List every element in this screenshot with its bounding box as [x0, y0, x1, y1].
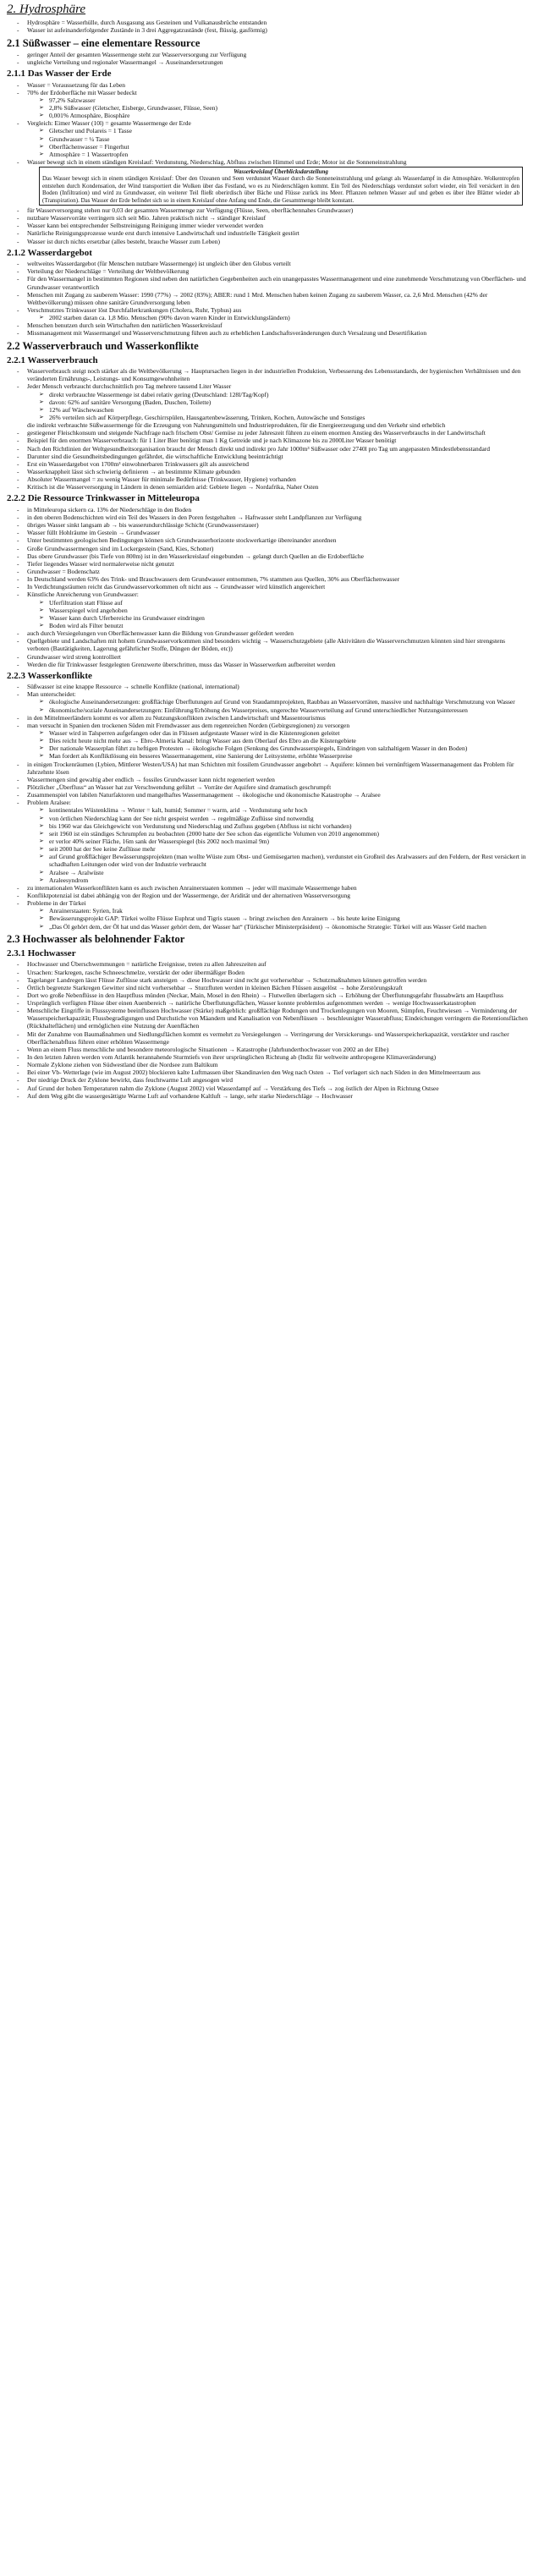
list-item: - für Wasserversorgung stehen nur 0,03 der gesamten Wassermenge zur Verfügung (Flüsse, Seen, oberflächennahes Grundwasser)	[7, 206, 528, 214]
list-item: - ungleiche Verteilung und regionaler Wassermangel → Auseinandersetzungen	[7, 58, 528, 66]
sub-list-item: ➢ Boden wird als Filter benutzt	[7, 622, 528, 629]
list-item: - Große Grundwassermengen sind im Lockergestein (Sand, Kies, Schotter)	[7, 545, 528, 552]
list-item: - Mit der Zunahme von Baumaßnahmen und Siedlungsflächen kommt es vermehrt zu Versiegelungen → Verringerung der Versickerungs- und Wasserspeicherkapazität, verstärkter und rascher Oberflächenabfluss führen einer erhöhten Wassermenge	[7, 1030, 528, 1046]
list-item: - Natürliche Reinigungsprozesse wurde erst durch intensive Landwirtschaft und industrielle Tätigkeit gestört	[7, 229, 528, 237]
sub-list-item: ➢ Man fordert als Konfliktlösung ein besseres Wassermanagement, eine Sanierung der Leitsysteme, erhöhte Wasserpreise	[7, 752, 528, 760]
sub-list-item: ➢ direkt verbrauchte Wassermenge ist dabei relativ gering (Deutschland: 128l/Tag/Kopf)	[7, 391, 528, 398]
sub-list-item: ➢ Der nationale Wasserplan führt zu heftigen Protesten → ökologische Folgen (Senkung des Grundwasserspiegels, Eindringen von salzhaltigem Wasser in den Boden)	[7, 744, 528, 752]
list-item: - Grundwasser wird streng kontrolliert	[7, 653, 528, 661]
list-item: - nutzbare Wasservorräte verringern sich seit Mio. Jahren praktisch nicht → ständiger Kreislauf	[7, 214, 528, 222]
list-item: - Missmanagement mit Wassermangel und Wasserverschmutzung führen auch zu erheblichen Landschaftsveränderungen durch Versalzung und Desertifikation	[7, 329, 528, 337]
list-item: - Erst ein Wasserdargebot von 1700m³ einwohnerbaren Trinkwassers gilt als ausreichend	[7, 460, 528, 468]
intro-list	[7, 19, 528, 34]
list-item: - Wenn an einem Fluss menschliche und besondere meteorologische Situationen → Katastrophe (Jahrhunderthochwasser von 2002 an der Elbe)	[7, 1046, 528, 1053]
sub-list-item: ➢ Dies reicht heute nicht mehr aus → Ebro-Almeria Kanal: bringt Wasser aus dem Oberlauf des Ebro an die Küstengebiete	[7, 737, 528, 744]
list-item: - Für den Wassermangel in bestimmten Regionen sind neben den natürlichen Gegebenheiten auch ein unangepasstes Wassermanagement und eine zunehmende Verschmutzung von Oberflächen- und Grundwasser verantwortlich	[7, 275, 528, 290]
sub-list-item: ➢ von örtlichen Niederschlag kann der See nicht gespeist werden → regelmäßige Zuflüsse sind notwendig	[7, 815, 528, 822]
list-item: - Der niedrige Druck der Zyklone bewirkt, dass feuchtwarme Luft angesogen wird	[7, 1076, 528, 1084]
list-item: - Wasser füllt Hohlräume im Gestein → Grundwasser	[7, 529, 528, 536]
list-item: - Verteilung der Niederschläge = Verteilung der Weltbevölkerung	[7, 267, 528, 275]
sub-list-item: ➢ 2,8% Süßwasser (Gletscher, Eisberge, Grundwasser, Flüsse, Seen)	[7, 104, 528, 112]
section-heading-2-2-2: 2.2.2 Die Ressource Trinkwasser in Mitteleuropa	[7, 493, 200, 504]
list-item: - Süßwasser ist eine knappe Ressource → schnelle Konflikte (national, international)	[7, 683, 528, 690]
sub-list-item: ➢ bis 1960 war das Gleichgewicht von Verdunstung und Niederschlag und Zufluss gegeben (Abfluss ist nicht vorhanden)	[7, 822, 528, 830]
sub-list-item: ➢ ökologische Auseinandersetzungen: großflächige Überflutungen auf Grund von Staudammprojekten, Raubbau an Wasservorräten, massive und nachhaltige Verschmutzung von Wasser	[7, 698, 528, 706]
list-item: - Dort wo große Nebenflüsse in den Hauptfluss münden (Neckar, Main, Mosel in den Rhein) → Flutwellen überlagern sich → Erhöhung der Überflutungsgefahr flussabwärts am Hauptfluss	[7, 991, 528, 999]
list-item: - Konfliktpotenzial ist dabei abhängig von der Region und der Wassermenge, der Aridität und der alternativen Wasserversorgung	[7, 892, 528, 899]
list-item: - man versucht in Spanien den trockenen Süden mit Fremdwasser aus dem regenreichen Norden (Gebirgsregionen) zu versorgen	[7, 722, 528, 729]
sub-list-item: ➢ 0,001% Atmosphäre, Biosphäre	[7, 112, 528, 119]
sub-list-item: ➢ auf Grund großflächiger Bewässerungsprojekten (man wollte Wüste zum Obst- und Gemüsegarten machen), verdunstet ein Großteil des Aralwassers auf den Feldern, der Rest versickert in schadhaften Leitungen oder wird von der Industrie verbraucht	[7, 853, 528, 868]
list-item: - Verschmutztes Trinkwasser löst Durchfallerkrankungen (Cholera, Ruhr, Typhus) aus	[7, 306, 528, 314]
sub-list-item: ➢ seit 1960 ist ein ständiges Schrumpfen zu beobachten (2000 hatte der See schon das eigentliche Volumen von 2010 angenommen)	[7, 830, 528, 838]
list-item: - Wasser = Voraussetzung für das Leben	[7, 81, 528, 89]
sub-list-item: ➢ Bewässerungsprojekt GAP: Türkei wollte Flüsse Euphrat und Tigris stauen → bringt zwischen den Anrainern → bis heute keine Einigung	[7, 915, 528, 922]
sub-list-item: ➢ Anrainerstaaten: Syrien, Irak	[7, 907, 528, 915]
document-page	[0, 0, 533, 1105]
list-item: - Darunter sind die Gesundheitsbedingungen gefährdet, die wirtschaftliche Entwicklung beeinträchtigt	[7, 453, 528, 460]
sub-list-item: ➢ Wasser kann durch Uferbereiche ins Grundwasser eindringen	[7, 614, 528, 622]
list-item: - Bei einer Vb- Wetterlage (wie im August 2002) blockieren kalte Luftmassen über Skandinavien den Weg nach Osten → Tief verlagert sich nach Süden in den Mittelmeerraum aus	[7, 1068, 528, 1076]
list-item: - in den oberen Bodenschichten wird ein Teil des Wassers in den Poren festgehalten → Haftwasser steht Landpflanzen zur Verfügung	[7, 514, 528, 521]
list-item: die indirekt verbrauchte Süßwassermenge für die Erzeugung von Nahrungsmitteln und Industrieprodukten, für die Energieerzeugung und den Verkehr sind erheblich	[27, 421, 446, 430]
list-item: - zu internationalen Wasserkonflikten kann es auch zwischen Anrainerstaaten kommen → jeder will maximale Wassermenge haben	[7, 884, 528, 892]
sub-list-item: ➢ davon: 62% auf sanitäre Versorgung (Baden, Duschen, Toilette)	[7, 398, 528, 406]
sub-list-item: ➢ Gletscher und Polareis = 1 Tasse	[7, 127, 528, 135]
section-heading-2-1: 2.1 Süßwasser – eine elementare Ressource	[7, 36, 201, 49]
list-item: - Auf Grund der hohen Temperaturen nahm die Zyklone (August 2002) viel Wasserdampf auf → Verstärkung des Tiefs → zog östlich der Alpen in Richtung Ostsee	[7, 1085, 528, 1092]
list-item: - Wasser bewegt sich in einem ständigen Kreislauf: Verdunstung, Niederschlag, Abfluss zwischen Himmel und Erde; Motor ist die Sonneneinstrahlung	[7, 158, 528, 166]
list-item: - Hydrosphäre = Wasserhülle, durch Ausgasung aus Gesteinen und Vulkanausbrüche entstanden	[7, 19, 528, 26]
sub-list-item: ➢ Grundwasser = ¼ Tasse	[7, 135, 528, 143]
section-heading-2-1-1: 2.1.1 Das Wasser der Erde	[7, 69, 112, 80]
sub-list-item: ➢ „Das Öl gehört dem, der Öl hat und das Wasser gehört dem, der Wasser hat“ (Türkischer Ministerpräsident) → ökonomische Strategie: Türkei will aus Wasser Geld machen	[7, 923, 528, 931]
sub-list-item: ➢ Wasserspiegel wird angehoben	[7, 607, 528, 614]
sub-list-item: ➢ 97,2% Salzwasser	[7, 96, 528, 104]
list-item: - Tagelanger Landregen lässt Flüsse Zuflüsse stark ansteigen → diese Hochwasser sind recht gut vorhersehbar → Schutzmaßnahmen können getroffen werden	[7, 976, 528, 984]
list-item: - Wasser ist durch nichts ersetzbar (alles besteht, brauche Wasser zum Leben)	[7, 238, 528, 245]
water-cycle-box-title: Wasserkreislauf Überblicksdarstellung	[234, 168, 328, 176]
list-item: - Unter bestimmten geologischen Bedingungen können sich Grundwasserhorizonte stockwerkartige übereinander anordnen	[7, 536, 528, 544]
section-2-1-1-list-2	[7, 206, 528, 245]
list-item: - in den Mittelmeerländern kommt es vor allem zu Nutzungskonflikten zwischen Landwirtschaft und Massentourismus	[7, 714, 528, 722]
section-heading-2-3: 2.3 Hochwasser als belohnender Faktor	[7, 932, 185, 945]
section-heading-2-2-1: 2.2.1 Wasserverbrauch	[7, 354, 98, 365]
sub-list-item: ➢ 26% verteilen sich auf Körperpflege, Geschirrspülen, Hausgartenbewässerung, Trinken, Kochen, Autowäsche und Sonstiges	[7, 414, 528, 421]
section-heading-2-3-1: 2.3.1 Hochwasser	[7, 947, 76, 958]
water-cycle-box	[39, 167, 523, 206]
list-item: - Hochwasser und Überschwemmungen = natürliche Ereignisse, treten zu allen Jahreszeiten auf	[7, 960, 528, 968]
list-item: - Auf dem Weg gibt die wassergesättigte Warme Luft auf vorhandene Kaltluft → lange, sehr starke Niederschläge → Hochwasser	[7, 1092, 528, 1100]
document-title: 2. Hydrosphäre	[7, 3, 86, 16]
sub-list-item: ➢ seit 2000 hat der See keine Zuflüsse mehr	[7, 845, 528, 853]
sub-list-item: ➢ ökonomische/soziale Auseinandersetzungen: Einführung/Erhöhung des Wasserpreises, ungerechte Wasserverteilung auf Grund unterschiedlicher Nutzungsinteressen	[7, 706, 528, 714]
list-item: - Jeder Mensch verbraucht durchschnittlich pro Tag mehrere tausend Liter Wasser	[7, 382, 528, 390]
list-item: - 70% der Erdoberfläche mit Wasser bedeckt	[7, 89, 528, 96]
list-item: - Man unterscheidet:	[7, 690, 528, 698]
list-item: - Grundwasser = Bodenschatz	[7, 568, 528, 575]
list-item: - Vergleich: Eimer Wasser (10l) = gesamte Wassermenge der Erde	[7, 119, 528, 127]
section-heading-2-1-2: 2.1.2 Wasserdargebot	[7, 247, 92, 258]
list-item: - Wasserverbrauch steigt noch stärker als die Weltbevölkerung → Hauptursachen liegen in der industriellen Produktion, Verbesserung des Lebensstandards, der hygienischen Verhältnissen und den veränderten Ernährungs-, Leistungs- und Konsumgewohnheiten	[7, 367, 528, 382]
list-item: - Wasserknappheit lässt sich schwierig definieren → an bestimmte Klimate gebunden	[7, 468, 528, 475]
water-cycle-box-text: Das Wasser bewegt sich in einem ständigen Kreislauf: Über den Ozeanen und Seen verdunstet Wasser durch die Sonneneinstrahlung und gelangt als Wasserdampf in die Atmosphäre. Wolkentropfen entstehen durch Kondensation, der Wind transportiert die Wolken über das Festland, wo es zu Niederschlägen kommt. Ein Teil des Niederschlags verdunstet sofort wieder, ein Teil versickert in den Boden (Infiltration) und wird zu Grundwasser, ein weiterer Teil fließt oberirdisch über Bäche und Flüsse zurück ins Meer. Pflanzen nehmen Wasser auf und geben es über ihre Blätter wieder ab (Transpiration). Das Wasser der Erde befindet sich so in einem Kreislauf ohne Anfang und Ende, die Gesamtmenge bleibt konstant.	[42, 175, 519, 204]
list-item: - Kritisch ist die Wasserversorgung in Ländern in denen semiariden arid: Gebiete liegen → Nordafrika, Naher Osten	[7, 483, 528, 491]
list-item: - gestiegener Fleischkonsum und steigende Nachfrage nach frischem Obst/ Gemüse zu jeder Jahreszeit führen zu einem enormen Anstieg des Wasserverbrauchs in der Landwirtschaft	[7, 429, 528, 437]
list-item: - Ursprünglich verfügten Flüsse über einen Auenbereich → natürliche Überflutungsflächen, Wasser konnte problemlos aufgenommen werden → wenige Hochwasserkatastrophen	[7, 999, 528, 1007]
list-item: - Künstliche Anreicherung von Grundwasser:	[7, 590, 528, 598]
list-item: - Menschen benutzen durch sein Wirtschaften den natürlichen Wasserkreislauf	[7, 321, 528, 329]
section-heading-2-2: 2.2 Wasserverbrauch und Wasserkonflikte	[7, 339, 199, 352]
list-item: - Probleme in der Türkei	[7, 899, 528, 907]
sub-list-item: ➢ Atmosphäre = 1 Wassertropfen	[7, 151, 528, 158]
list-item: - Das obere Grundwasser (bis Tiefe von 800m) ist in den Wasserkreislauf eingebunden → gelangt durch Quellen an die Erdoberfläche	[7, 552, 528, 560]
list-item: - Wasser ist aufeinanderfolgender Zustände in 3 drei Aggregatzustände (fest, flüssig, gasförmig)	[7, 26, 528, 34]
section-heading-2-2-3: 2.2.3 Wasserkonflikte	[7, 670, 92, 681]
list-item: - übriges Wasser sinkt langsam ab → bis wasserundurchlässige Schicht (Grundwasserstauer)	[7, 521, 528, 529]
section-2-1-1-list	[7, 81, 528, 167]
section-2-3-1-list	[7, 960, 528, 1100]
list-item: - Örtlich begrenzte Starkregen Gewitter sind nicht vorhersehbar → Sturzfluten werden in kleinen Bächen Flüssen ausgelöst → hohe Zerstörungskraft	[7, 984, 528, 991]
list-item: - Zusammenspiel von labilen Naturfaktoren und mangelhaftes Wassermanagement → ökologische und ökonomische Katastrophe → Aralsee	[7, 791, 528, 799]
list-item: - in Mitteleuropa sickern ca. 13% der Niederschläge in den Boden	[7, 506, 528, 514]
list-item: - Wasser kann bei entsprechender Selbstreinigung Reinigung immer wieder verwendet werden	[7, 222, 528, 229]
list-item: - Wassermengen sind gewaltig aber endlich → fossiles Grundwasser kann nicht regeneriert werden	[7, 776, 528, 783]
section-2-2-2-list	[7, 506, 528, 668]
list-item: - Menschen mit Zugang zu sauberem Wasser: 1990 (77%) → 2002 (83%); ABER: rund 1 Mrd. Menschen haben keinen Zugang zu sauberem Wasser, ca. 2,6 Mrd. Menschen (42% der Weltbevölkerung) müssen ohne sanitäre Grundversorgung leben	[7, 291, 528, 306]
list-item: - weltweites Wasserdargebot (für Menschen nutzbare Wassermenge) ist ungleich über den Globus verteilt	[7, 260, 528, 267]
list-item: - Quellgebiete und Landschaften mit hohem Grundwasservorkommen sind besonders wichtig → Wasserschutzgebiete (alle Aktivitäten die Wasserverschmutzen könnten sind hier strengstens verboten (Bautätigkeiten, Lagerung gefährlicher Stoffe, Düngen der Böden, etc))	[7, 637, 528, 652]
section-2-1-2-list	[7, 260, 528, 337]
list-item: - Normale Zyklone ziehen von Südwestland über die Nordsee zum Baltikum	[7, 1061, 528, 1068]
list-item: - in einigen Trockenräumen (Lybien, Mittlerer Westen/USA) hat man Schichten mit fossilem Grundwasser angebohrt → Aquifere: können bei vernünftigem Wassermanagement das Problem für Jahrzehnte lösen	[7, 761, 528, 776]
section-2-2-1-list	[7, 367, 528, 491]
list-item: - Tiefer liegendes Wasser wird normalerweise nicht genutzt	[7, 560, 528, 568]
sub-list-item: ➢ 2002 starben daran ca. 1,8 Mio. Menschen (90% davon waren Kinder in Entwicklungsländern)	[7, 314, 528, 321]
list-item: - Nach den Richtlinien der Weltgesundheitsorganisation braucht der Mensch direkt und indirekt pro Jahr 1000m³ Süßwasser oder 2740l pro Tag um angepassten Mindestlebensstandard	[7, 445, 528, 453]
list-item: - Absoluter Wassermangel = zu wenig Wasser für minimale Bedürfnisse (Trinkwasser, Hygiene) vorhanden	[7, 475, 528, 483]
sub-list-item: ➢ Araleesyndrom	[7, 876, 528, 884]
section-2-1-list	[7, 51, 528, 66]
sub-list-item: ➢ Uferfiltration statt Flüsse auf	[7, 599, 528, 607]
sub-list-item: ➢ kontinentales Wüstenklima → Winter = kalt, humid; Sommer = warm, arid → Verdunstung sehr hoch	[7, 806, 528, 814]
list-item: - auch durch Versiegelungen von Oberflächenwasser kann die Bildung von Grundwasser gefördert werden	[7, 629, 528, 637]
list-item: - Problem Aralsee:	[7, 799, 528, 806]
list-item: - geringer Anteil der gesamten Wassermenge steht zur Wasserversorgung zur Verfügung	[7, 51, 528, 58]
sub-list-item: ➢ 12% auf Wäschewaschen	[7, 406, 528, 414]
sub-list-item: ➢ Aralsee → Aralwüste	[7, 869, 528, 876]
list-item: - Werden die für Trinkwasser festgelegten Grenzwerte überschritten, muss das Wasser in Wasserwerken aufbereitet werden	[7, 661, 528, 668]
list-item: - In den letzten Jahren werden vom Atlantik herannahende Sturmtiefs von ihrer ursprünglichen Richtung ab (Indiz für weltweite anthropogene Klimaveränderung)	[7, 1053, 528, 1061]
list-item: - Plötzlicher „Überfluss“ an Wasser hat zur Verschwendung geführt → Vorräte der Aquifere sind dramatisch geschrumpft	[7, 783, 528, 791]
sub-list-item: ➢ Wasser wird in Talsperren aufgefangen oder das in Flüssen aufgestaute Wasser wird in die Küstenregionen geleitet	[7, 729, 528, 737]
list-item: - Ursachen: Starkregen, rasche Schneeschmelze, verstärkt der oder übermäßiger Boden	[7, 969, 528, 976]
sub-list-item: ➢ er verlor 40% seiner Fläche, 16m sank der Wasserspiegel (bis 2002 noch maximal 9m)	[7, 838, 528, 845]
sub-list-item: ➢ Oberflächenwasser = Fingerhut	[7, 143, 528, 151]
list-item: - In Deutschland werden 63% des Trink- und Brauchwassers dem Grundwasser entnommen, 7% stammen aus Quellen, 30% aus Oberflächenwasser	[7, 575, 528, 583]
list-item: - In Verdichtungsräumen reicht das Grundwasservorkommen oft nicht aus → Grundwasser wird künstlich angereichert	[7, 583, 528, 590]
list-item: - Menschliche Eingriffe in Flusssysteme beeinflussen Hochwasser (Stärke) maßgeblich: großflächige Rodungen und Trockenlegungen von Mooren, Sümpfen, Feuchtwiesen → Verminderung der Wasserspeicherkapazität; Flussbegradigungen und Durchstiche von Mäandern und Kanalisation von Nebenflüssen → beschleunigter Wasserabfluss; Eindeichungen verringern die Retentionsflächen (Rückhalteflächen) und ermöglichen eine Nutzung der Auenflächen	[7, 1007, 528, 1030]
list-item: - Beispiel für den enormen Wasserverbrauch: für 1 Liter Bier benötigt man 1 Kg Getreide und je nach Klimazone bis zu 2000Liter Wasser benötigt	[7, 437, 528, 444]
section-2-2-3-list	[7, 683, 528, 931]
